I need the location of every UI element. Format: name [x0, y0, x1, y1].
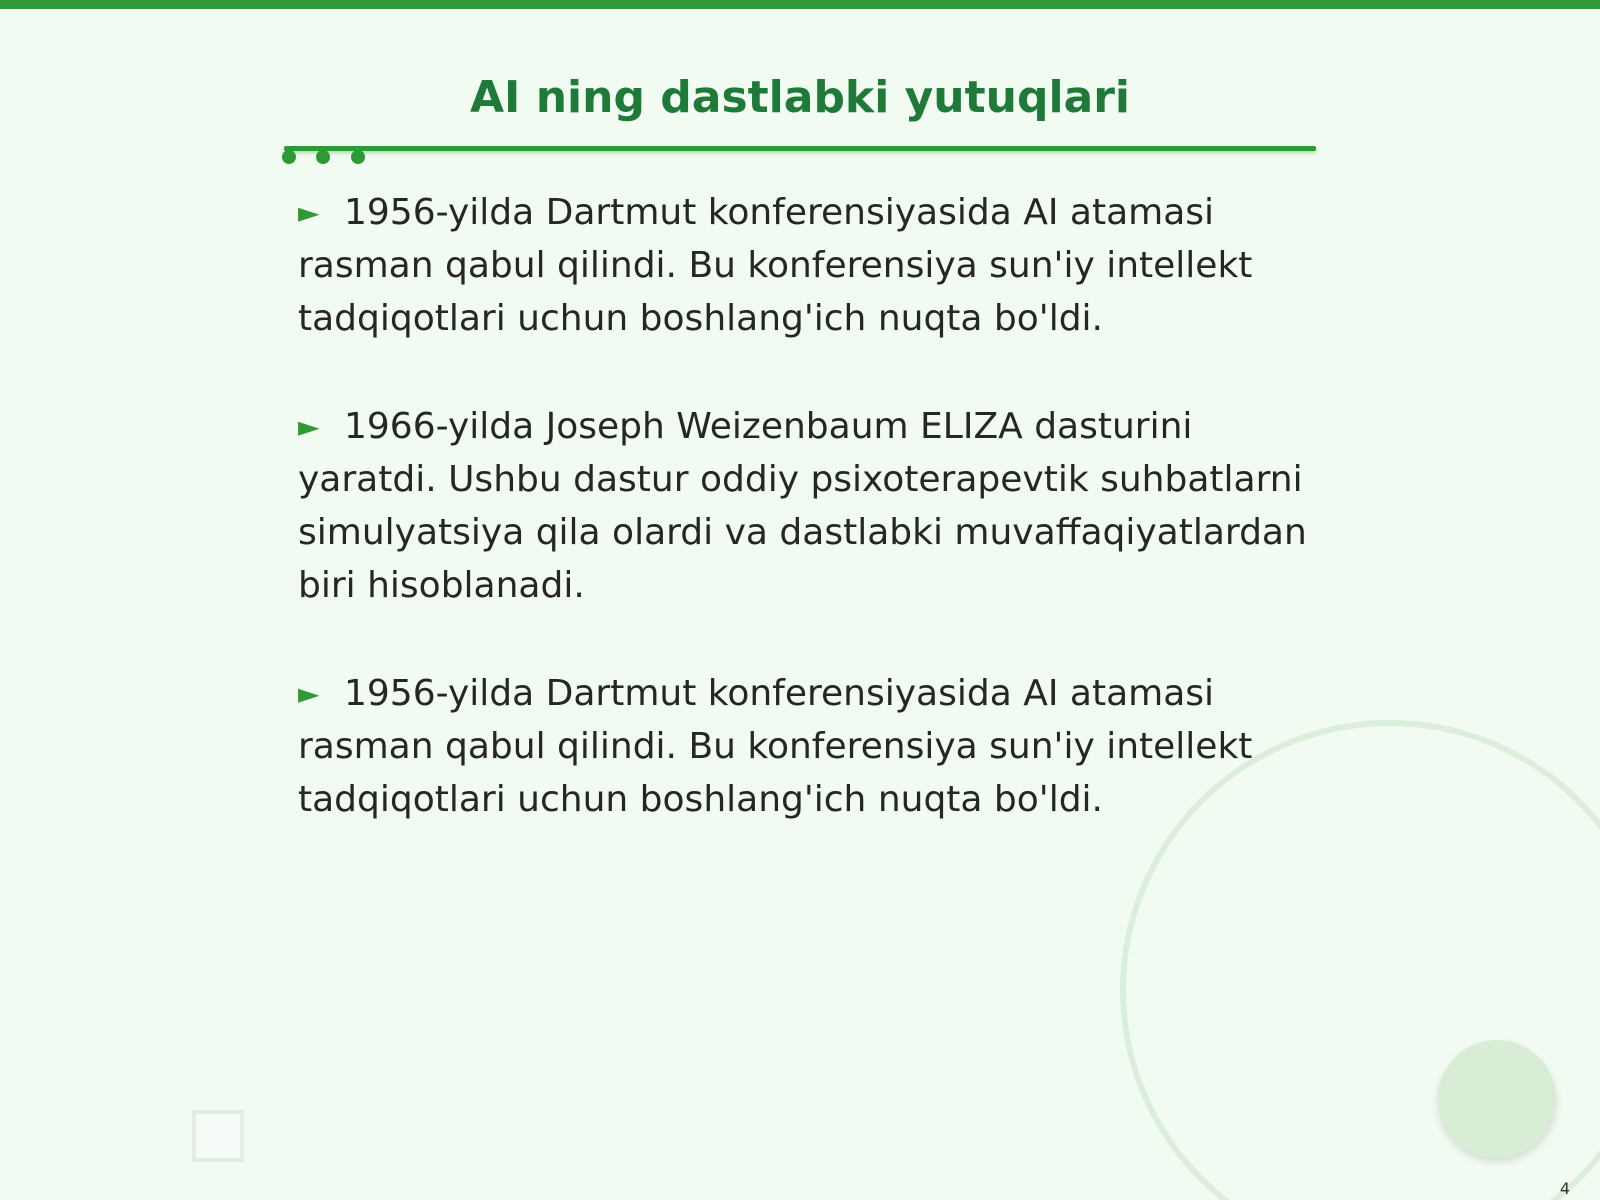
- underline-dot-2: [316, 150, 330, 164]
- bullet-item: [298, 667, 1318, 826]
- top-accent-bar: [0, 0, 1600, 9]
- bullet-text: 1956-yilda Dartmut konferensiyasida AI atamasi rasman qabul qilindi. Bu konferensiya sun'iy intellekt tadqiqotlari uchun boshlang'ich nuqta bo'ldi.: [298, 192, 1253, 339]
- decorative-disc: [1438, 1040, 1556, 1158]
- bullet-list: [298, 186, 1318, 881]
- decorative-square: [192, 1110, 244, 1162]
- bullet-item: [298, 400, 1318, 612]
- page-number: 4: [1559, 1179, 1570, 1198]
- underline-dot-1: [282, 150, 296, 164]
- triangle-bullet-icon: ►: [298, 196, 320, 229]
- triangle-bullet-icon: ►: [298, 677, 320, 710]
- bullet-item: [298, 186, 1318, 345]
- title-underline: [284, 146, 1316, 151]
- underline-dot-3: [351, 150, 365, 164]
- bullet-text: 1966-yilda Joseph Weizenbaum ELIZA dasturini yaratdi. Ushbu dastur oddiy psixoterapevtik suhbatlarni simulyatsiya qila olardi va dastlabki muvaffaqiyatlardan biri hisoblanadi.: [298, 406, 1307, 606]
- slide-title: AI ning dastlabki yutuqlari: [469, 72, 1131, 123]
- triangle-bullet-icon: ►: [298, 410, 320, 443]
- bullet-text: 1956-yilda Dartmut konferensiyasida AI atamasi rasman qabul qilindi. Bu konferensiya sun'iy intellekt tadqiqotlari uchun boshlang'ich nuqta bo'ldi.: [298, 673, 1253, 820]
